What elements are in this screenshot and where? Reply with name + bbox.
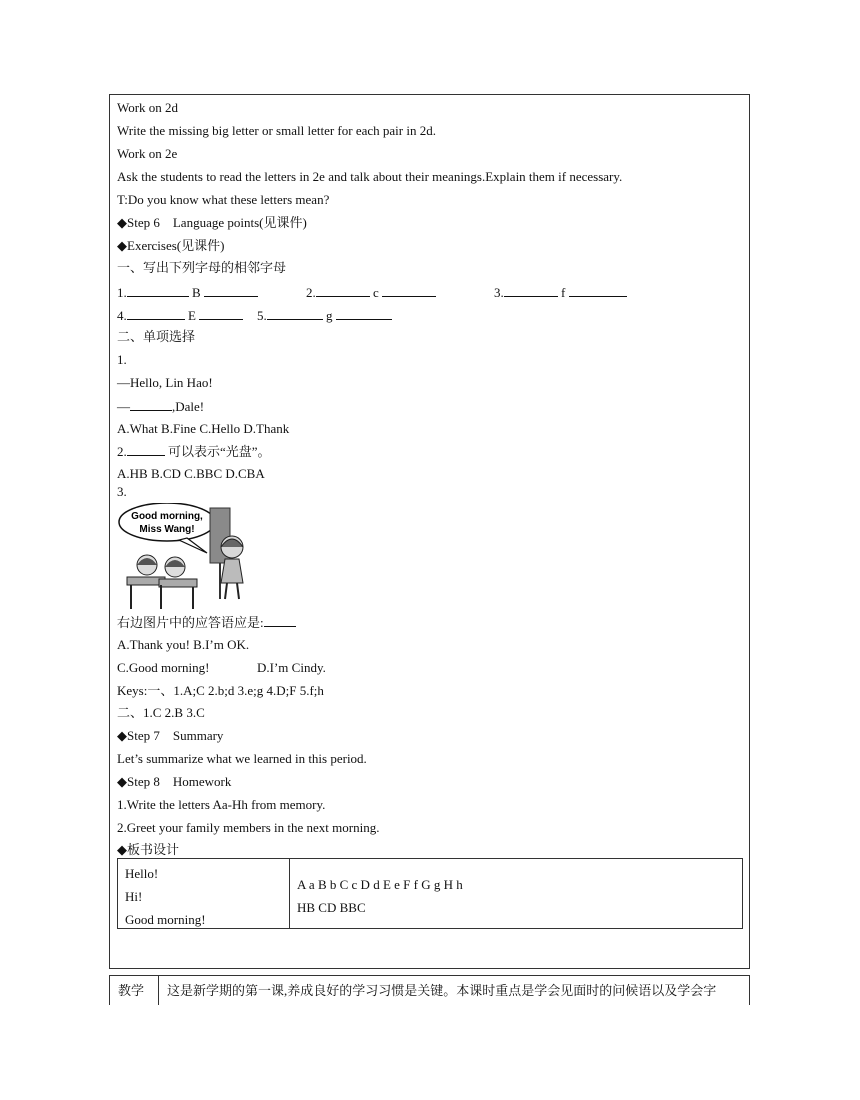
question-3-number: 3. [117, 484, 127, 499]
teacher-leg [237, 583, 239, 599]
answer-blank [127, 284, 189, 297]
teacher-body [221, 559, 243, 583]
teacher-question: T:Do you know what these letters mean? [117, 192, 330, 207]
dialogue-dash: — [117, 399, 130, 414]
fill-item-5 [257, 307, 392, 324]
fill-item-letter: E [188, 308, 196, 323]
student-desk [159, 579, 197, 587]
board-design-table [117, 858, 743, 929]
work-2d-title: Work on 2d [117, 100, 179, 115]
step-8-heading: ◆Step 8 Homework [117, 774, 232, 789]
fill-item-letter: f [561, 285, 566, 300]
speech-bubble-line-1: Good morning, [131, 511, 203, 522]
answer-blank [199, 307, 243, 320]
question-1-number: 1. [117, 352, 127, 367]
teaching-reflection-row [109, 975, 750, 1005]
fill-item-number: 3. [494, 285, 504, 300]
answer-blank [130, 398, 172, 411]
reflection-label: 教学 [118, 983, 145, 998]
work-2d-description: Write the missing big letter or small letter for each pair in 2d. [117, 123, 436, 138]
classroom-greeting-illustration [117, 503, 257, 611]
speech-bubble [119, 503, 215, 541]
question-3-option-c: C.Good morning! [117, 660, 210, 675]
fill-item-3 [494, 284, 627, 301]
question-1-options: A.What B.Fine C.Hello D.Thank [117, 421, 290, 436]
step-6-heading: ◆Step 6 Language points(见课件) [117, 215, 307, 230]
answer-blank [264, 614, 296, 627]
board-abbreviations: HB CD BBC [297, 900, 366, 915]
question-3-options-row-1: A.Thank you! B.I’m OK. [117, 637, 250, 652]
homework-item-2: 2.Greet your family members in the next morning. [117, 820, 380, 835]
reflection-column-divider [158, 976, 159, 1005]
question-2-number: 2. [117, 444, 127, 459]
answer-keys-line-1: Keys:一、1.A;C 2.b;d 3.e;g 4.D;F 5.f;h [117, 683, 324, 698]
answer-blank [267, 307, 323, 320]
board-column-divider [289, 859, 290, 928]
speech-bubble-tail [179, 538, 207, 553]
work-2e-description: Ask the students to read the letters in 2e and talk about their meanings.Explain them if necessary. [117, 169, 623, 184]
answer-blank [127, 307, 185, 320]
question-1-line-2 [117, 398, 204, 415]
fill-item-letter: B [192, 285, 201, 300]
question-3-prompt [117, 614, 296, 631]
question-1-line-2-text: ,Dale! [172, 399, 205, 414]
summary-text: Let’s summarize what we learned in this period. [117, 751, 367, 766]
answer-blank [127, 443, 165, 456]
question-3-prompt-text: 右边图片中的应答语应是: [117, 615, 264, 630]
fill-item-number: 4. [117, 308, 127, 323]
reflection-text: 这是新学期的第一课,养成良好的学习习惯是关键。本课时重点是学会见面时的问候语以及学会字 [167, 983, 717, 998]
speech-bubble-line-2: Miss Wang! [139, 524, 195, 535]
work-2e-title: Work on 2e [117, 146, 178, 161]
homework-item-1: 1.Write the letters Aa-Hh from memory. [117, 797, 326, 812]
fill-item-4 [117, 307, 243, 324]
board-design-heading: ◆板书设计 [117, 842, 179, 857]
question-3-option-d: D.I’m Cindy. [257, 660, 326, 675]
answer-blank [504, 284, 558, 297]
question-2-options: A.HB B.CD C.BBC D.CBA [117, 466, 265, 481]
board-greeting-hi: Hi! [125, 889, 143, 904]
answer-blank [204, 284, 258, 297]
question-2 [117, 443, 271, 460]
section-2-title: 二、单项选择 [117, 329, 196, 344]
question-2-text: 可以表示“光盘”。 [164, 444, 271, 459]
section-1-title: 一、写出下列字母的相邻字母 [117, 260, 287, 275]
exercises-heading: ◆Exercises(见课件) [117, 238, 225, 253]
teacher-leg [225, 583, 227, 599]
question-1-line-1: —Hello, Lin Hao! [117, 375, 213, 390]
board-greeting-hello: Hello! [125, 866, 159, 881]
fill-item-number: 5. [257, 308, 267, 323]
step-7-heading: ◆Step 7 Summary [117, 728, 224, 743]
answer-blank [336, 307, 392, 320]
board-greeting-good-morning: Good morning! [125, 912, 206, 927]
fill-item-letter: g [326, 308, 333, 323]
fill-item-1 [117, 284, 258, 301]
fill-item-number: 1. [117, 285, 127, 300]
answer-blank [382, 284, 436, 297]
fill-item-letter: c [373, 285, 379, 300]
fill-item-number: 2. [306, 285, 316, 300]
answer-blank [316, 284, 370, 297]
fill-item-2 [306, 284, 436, 301]
answer-keys-line-2: 二、1.C 2.B 3.C [117, 705, 205, 720]
answer-blank [569, 284, 627, 297]
board-letters: A a B b C c D d E e F f G g H h [297, 877, 463, 892]
